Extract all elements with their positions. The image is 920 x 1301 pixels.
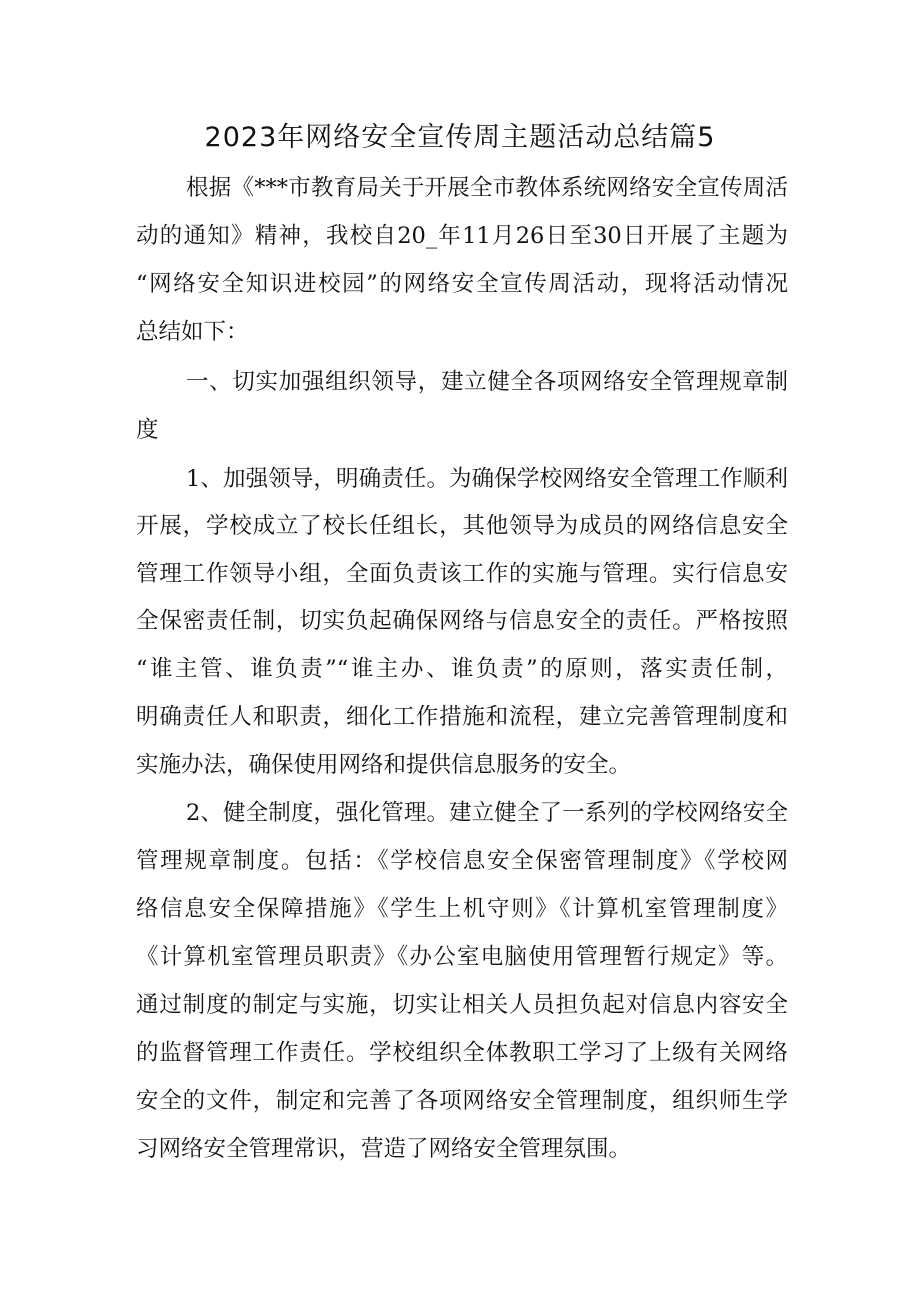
paragraph-2-line-4: 全保密责任制，切实负起确保网络与信息安全的责任。严格按照: [136, 608, 788, 634]
paragraph-3-line-1: 2、健全制度，强化管理。建立健全了一系列的学校网络安全: [186, 800, 788, 826]
section-heading-line-2: 度: [136, 417, 159, 443]
paragraph-3-line-7: 安全的文件，制定和完善了各项网络安全管理制度，组织师生学: [136, 1088, 788, 1114]
paragraph-2-line-5: “谁主管、谁负责”“谁主办、谁负责”的原则，落实责任制，: [136, 656, 788, 682]
paragraph-3-line-3: 络信息安全保障措施》《学生上机守则》《计算机室管理制度》: [136, 896, 788, 922]
paragraph-1-line-4: 总结如下：: [136, 319, 249, 345]
paragraph-3-line-4: 《计算机室管理员职责》《办公室电脑使用管理暂行规定》等。: [136, 944, 788, 970]
paragraph-1-line-1: 根据《***市教育局关于开展全市教体系统网络安全宣传周活: [186, 175, 788, 201]
section-heading-line-1: 一、切实加强组织领导，建立健全各项网络安全管理规章制: [186, 369, 788, 395]
paragraph-3-line-8: 习网络安全管理常识，营造了网络安全管理氛围。: [136, 1136, 632, 1162]
paragraph-3-line-5: 通过制度的制定与实施，切实让相关人员担负起对信息内容安全: [136, 992, 788, 1018]
paragraph-1-line-2: 动的通知》精神，我校自20_年11月26日至30日开展了主题为: [136, 223, 788, 249]
paragraph-1-line-3: “网络安全知识进校园”的网络安全宣传周活动，现将活动情况: [136, 271, 788, 297]
paragraph-2-line-1: 1、加强领导，明确责任。为确保学校网络安全管理工作顺利: [186, 466, 788, 492]
paragraph-2-line-2: 开展，学校成立了校长任组长，其他领导为成员的网络信息安全: [136, 513, 788, 539]
paragraph-3-line-6: 的监督管理工作责任。学校组织全体教职工学习了上级有关网络: [136, 1040, 788, 1066]
paragraph-2-line-3: 管理工作领导小组，全面负责该工作的实施与管理。实行信息安: [136, 561, 788, 587]
paragraph-2-line-6: 明确责任人和职责，细化工作措施和流程，建立完善管理制度和: [136, 704, 788, 730]
document-title: 2023年网络安全宣传周主题活动总结篇5: [204, 122, 716, 153]
paragraph-2-line-7: 实施办法，确保使用网络和提供信息服务的安全。: [136, 752, 632, 778]
paragraph-3-line-2: 管理规章制度。包括：《学校信息安全保密管理制度》《学校网: [136, 848, 788, 874]
